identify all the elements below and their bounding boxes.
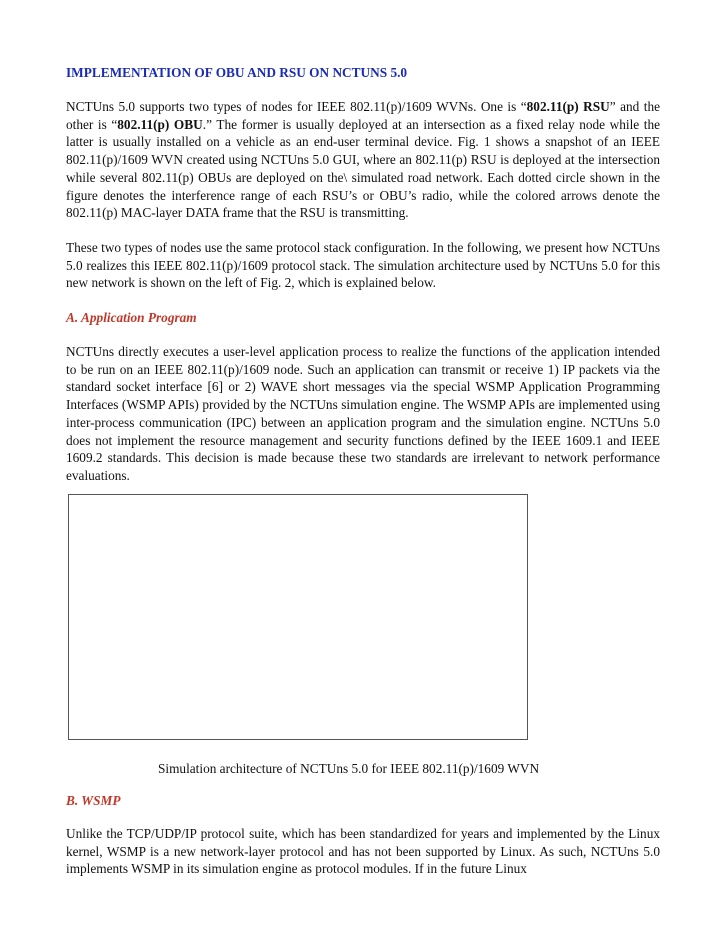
paragraph-text: NCTUns 5.0 supports two types of nodes for IEEE 802.11(p)/1609 WVNs. One is “ [66, 99, 527, 114]
paragraph-wsmp: Unlike the TCP/UDP/IP protocol suite, which has been standardized for years and implemented by the Linux kernel, WSMP is a new network-layer protocol and has not been supported by Linux. As such, NCTUns 5.0 implements WSMP in its simulation engine as protocol modules. If in the future Linux [66, 826, 660, 877]
paragraph-protocol-stack: These two types of nodes use the same protocol stack configuration. In the following, we present how NCTUns 5.0 realizes this IEEE 802.11(p)/1609 protocol stack. The simulation architecture used by NCTUns 5.0 for this new network is shown on the left of Fig. 2, which is explained below. [66, 239, 660, 291]
document-bottom [66, 792, 660, 878]
obu-term: 802.11(p) OBU [117, 116, 203, 132]
paragraph-node-types [66, 98, 660, 222]
paragraph-text: .” The former is usually deployed at an intersection as a fixed relay node while the latter is usually installed on a vehicle as an end-user terminal device. Fig. 1 shows a snapshot of an IEEE 802.11(p)/1609 WVN created using NCTUns 5.0 GUI, where an 802.11(p) RSU is deployed at the intersection while several 802.11(p) OBUs are deployed on the\ simulated road network. Each dotted circle shown in the figure denotes the interference range of each RSU’s or OBU’s radio, while the colored arrows denote the 802.11(p) MAC-layer DATA frame that the RSU is transmitting. [66, 116, 660, 221]
figure-caption: Simulation architecture of NCTUns 5.0 for IEEE 802.11(p)/1609 WVN [158, 761, 540, 776]
figure-placeholder [68, 494, 528, 740]
section-heading-wsmp: B. WSMP [66, 793, 121, 808]
document-top [66, 64, 660, 485]
rsu-term: 802.11(p) RSU [526, 99, 610, 114]
section-heading-application: A. Application Program [66, 310, 197, 326]
paragraph-application-program: NCTUns directly executes a user-level application process to realize the functions of the application intended to be run on an IEEE 802.11(p)/1609 node. Such an application can transmit or receive 1) IP packets via the standard socket interface [6] or 2) WAVE short messages via the special WSMP Application Programming Interfaces (WSMP APIs) provided by the NCTUns simulation engine. The WSMP APIs are implemented using inter-process communication (IPC) between an application program and the simulation engine. NCTUns 5.0 does not implement the resource management and security functions defined by the IEEE 1609.1 and IEEE 1609.2 standards. This decision is made because these two standards are irrelevant to network performance evaluations. [66, 344, 660, 483]
document-title: IMPLEMENTATION OF OBU AND RSU ON NCTUNS 5.0 [66, 65, 408, 80]
paragraph-text: ” and the other is “ [66, 99, 660, 132]
